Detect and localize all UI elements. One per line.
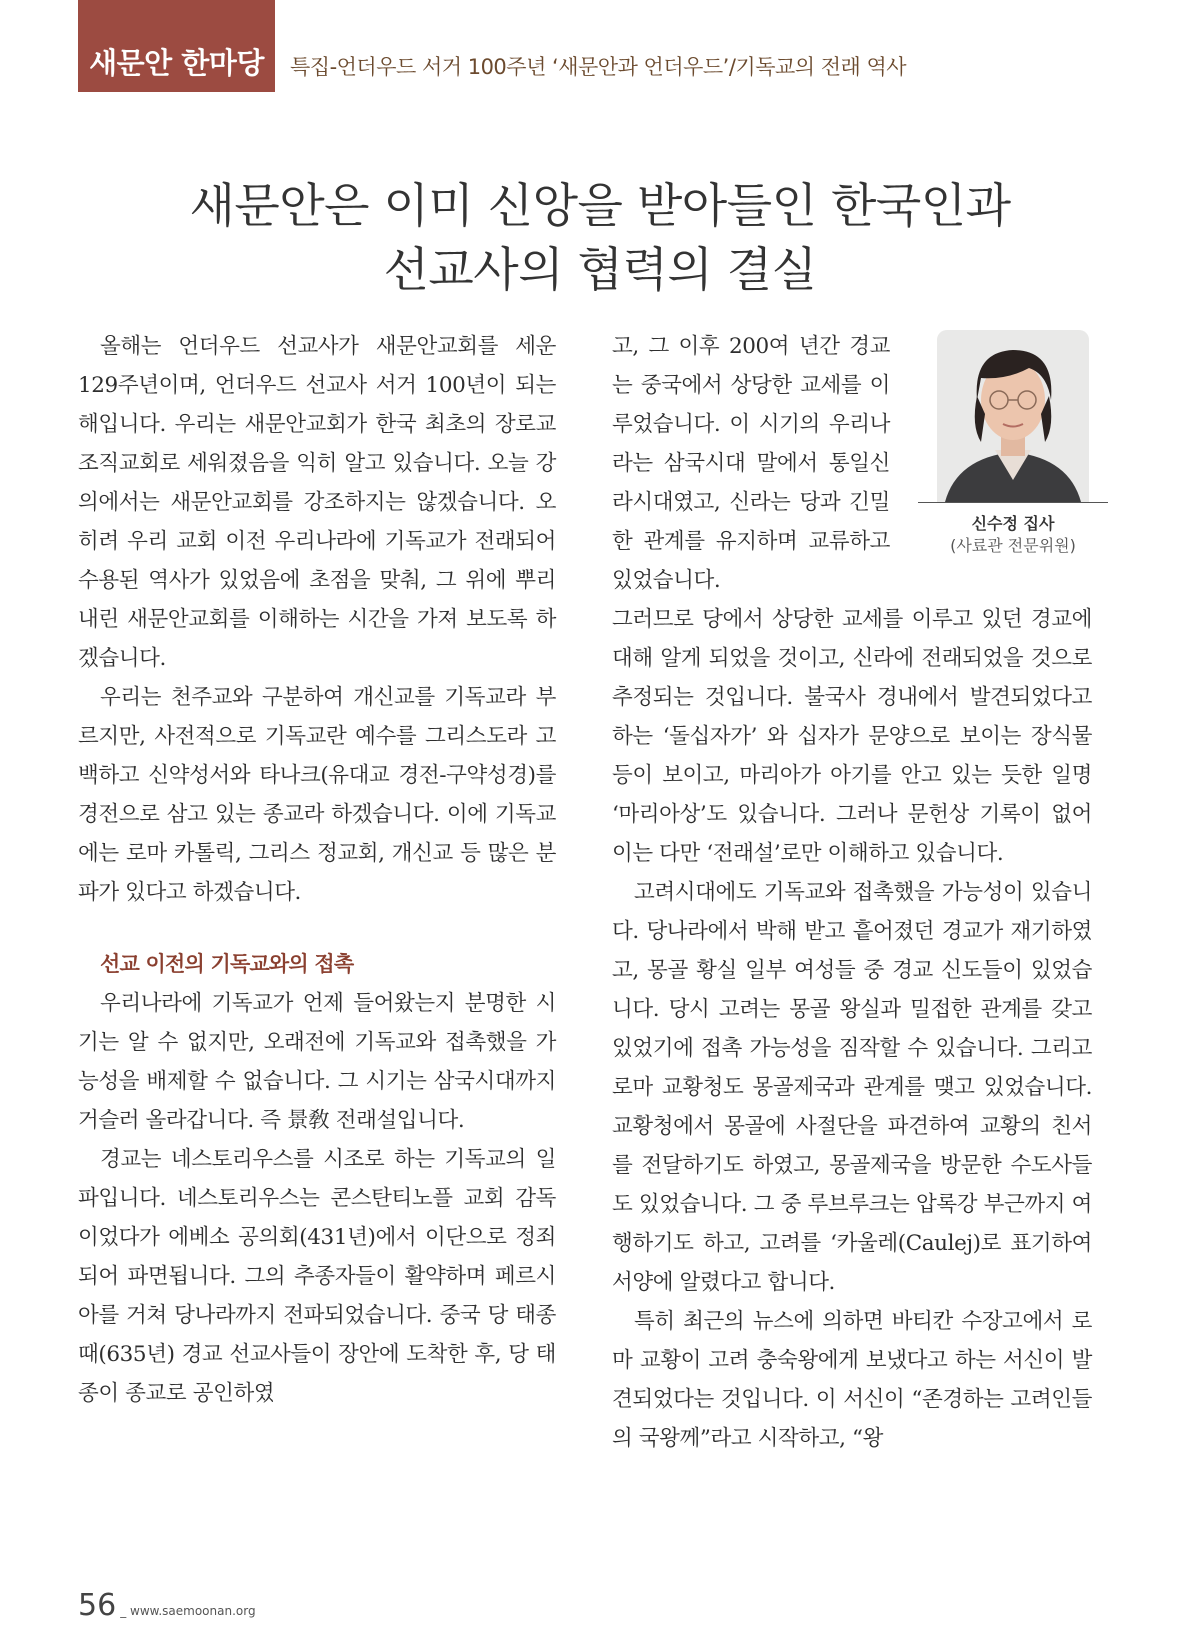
left-column <box>78 327 556 1413</box>
paragraph: 올해는 언더우드 선교사가 새문안교회를 세운 129주년이며, 언더우드 선교사 서거 100년이 되는 해입니다. 우리는 새문안교회가 한국 최초의 장로교 조직교회로 세워졌음을 익히 알고 있습니다. 오늘 강의에서는 새문안교회를 강조하지는 않겠습니다. 오히려 우리 교회 이전 우리나라에 기독교가 전래되어 수용된 역사가 있었음에 초점을 맞춰, 그 위에 뿌리 내린 새문안교회를 이해하는 시간을 가져 보도록 하겠습니다. <box>78 334 556 671</box>
paragraph: 특히 최근의 뉴스에 의하면 바티칸 수장고에서 로마 교황이 고려 충숙왕에게 보냈다고 하는 서신이 발견되었다는 것입니다. 이 서신이 “존경하는 고려인들의 국왕께”라고 시작하고, “왕 <box>612 1309 1092 1451</box>
right-column <box>612 600 1092 1458</box>
paragraph: 경교는 네스토리우스를 시조로 하는 기독교의 일파입니다. 네스토리우스는 콘스탄티노플 교회 감독이었다가 에베소 공의회(431년)에서 이단으로 정죄되어 파면됩니다. 그의 추종자들이 활약하며 페르시아를 거쳐 당나라까지 전파되었습니다. 중국 당 태종 때(635년) 경교 선교사들이 장안에 도착한 후, 당 태종이 종교로 공인하였 <box>78 1147 556 1406</box>
page-footer <box>78 1588 256 1623</box>
section-label <box>78 0 275 92</box>
right-column-top <box>612 327 890 600</box>
section-heading: 선교 이전의 기독교와의 접촉 <box>100 952 354 976</box>
author-role: (사료관 전문위원) <box>950 536 1076 555</box>
paragraph: 우리나라에 기독교가 언제 들어왔는지 분명한 시기는 알 수 없지만, 오래전에 기독교와 접촉했을 가능성을 배제할 수 없습니다. 그 시기는 삼국시대까지 거슬러 올라갑니다. 즉 景敎 전래설입니다. <box>78 991 556 1133</box>
photo-divider <box>918 502 1108 503</box>
paragraph: 고려시대에도 기독교와 접촉했을 가능성이 있습니다. 당나라에서 박해 받고 흩어졌던 경교가 재기하였고, 몽골 황실 일부 여성들 중 경교 신도들이 있었습니다. 당시 고려는 몽골 왕실과 밀접한 관계를 갖고 있었기에 접촉 가능성을 짐작할 수 있습니다. 그리고 로마 교황청도 몽골제국과 관계를 맺고 있었습니다. 교황청에서 몽골에 사절단을 파견하여 교황의 친서를 전달하기도 하였고, 몽골제국을 방문한 수도사들도 있었습니다. 그 중 루브루크는 압록강 부근까지 여행하기도 하고, 고려를 ‘카울레(Caulej)로 표기하여 서양에 알렸다고 합니다. <box>612 880 1092 1295</box>
article-title <box>78 175 1122 303</box>
section-label-text: 새문안 한마당 <box>89 46 264 80</box>
header-subtitle: 특집-언더우드 서거 100주년 ‘새문안과 언더우드’/기독교의 전래 역사 <box>290 55 907 79</box>
paragraph: 고, 그 이후 200여 년간 경교는 중국에서 상당한 교세를 이루었습니다. 이 시기의 우리나라는 삼국시대 말에서 통일신라시대였고, 신라는 당과 긴밀한 관계를 유지하며 교류하고 있었습니다. <box>612 334 890 593</box>
author-photo-block <box>918 330 1108 557</box>
paragraph: 그러므로 당에서 상당한 교세를 이루고 있던 경교에 대해 알게 되었을 것이고, 신라에 전래되었을 것으로 추정되는 것입니다. 불국사 경내에서 발견되었다고 하는 ‘돌십자가’ 와 십자가 문양으로 보이는 장식물 등이 보이고, 마리아가 아기를 안고 있는 듯한 일명 ‘마리아상’도 있습니다. 그러나 문헌상 기록이 없어 이는 다만 ‘전래설’로만 이해하고 있습니다. <box>612 607 1092 866</box>
page-number: 56 <box>78 1588 117 1623</box>
paragraph: 우리는 천주교와 구분하여 개신교를 기독교라 부르지만, 사전적으로 기독교란 예수를 그리스도라 고백하고 신약성서와 타나크(유대교 경전-구약성경)를 경전으로 삼고 있는 종교라 하겠습니다. 이에 기독교에는 로마 카톨릭, 그리스 정교회, 개신교 등 많은 분파가 있다고 하겠습니다. <box>78 685 556 905</box>
article-title-line1: 새문안은 이미 신앙을 받아들인 한국인과 <box>189 179 1011 234</box>
website-link[interactable]: _ www.saemoonan.org <box>120 1604 256 1618</box>
article-title-line2: 선교사의 협력의 결실 <box>383 243 817 298</box>
author-photo <box>937 330 1089 502</box>
portrait-image <box>937 330 1089 502</box>
author-name: 신수정 집사 <box>971 514 1055 533</box>
